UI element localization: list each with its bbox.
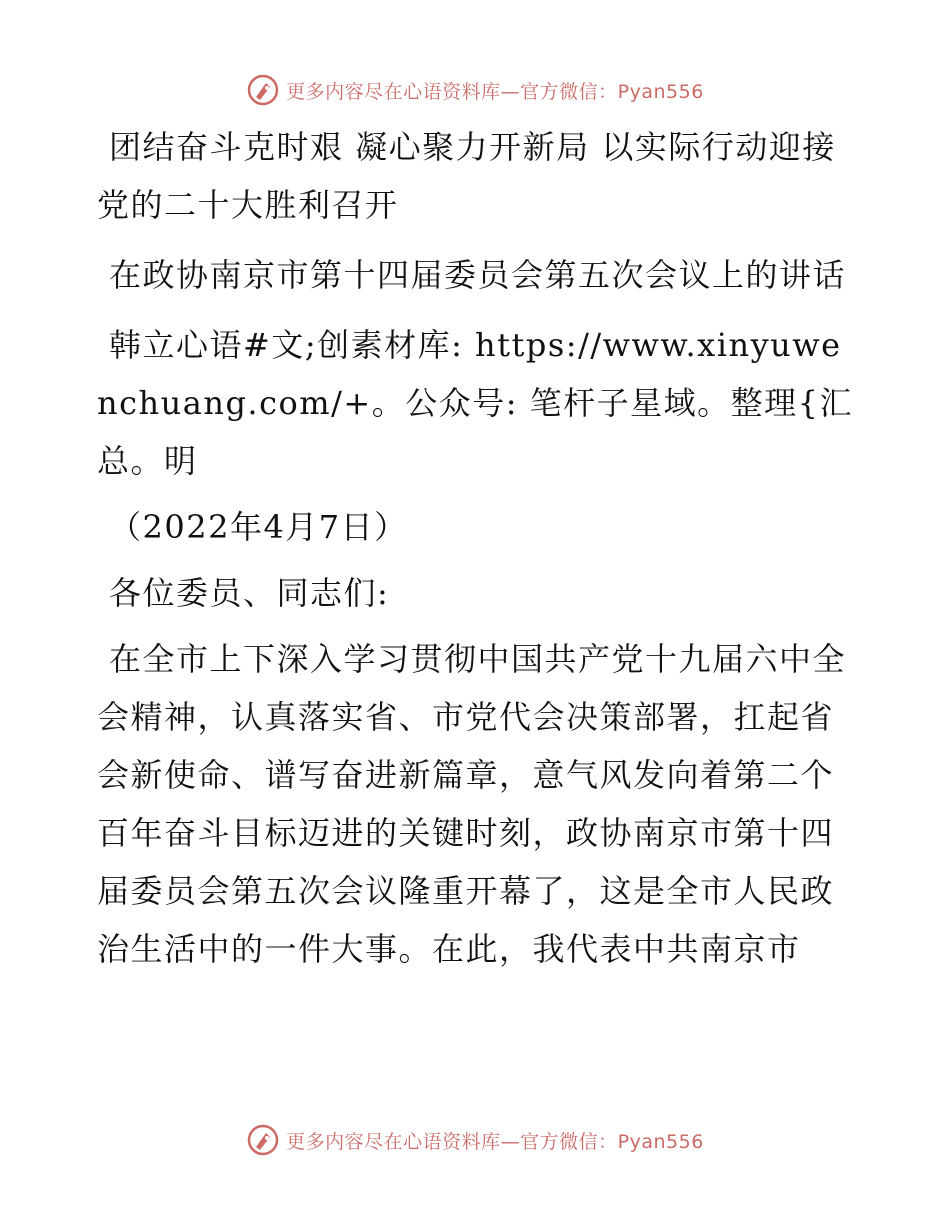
document-title: 团结奋斗克时艰 凝心聚力开新局 以实际行动迎接党的二十大胜利召开 [97, 128, 836, 224]
speech-date: （2022年4月7日） [109, 508, 408, 546]
header-watermark-banner [0, 70, 950, 110]
body-paragraph: 在全市上下深入学习贯彻中国共产党十九届六中全会精神，认真落实省、市党代会决策部署，扛起省会新使命、谱写奋进新篇章，意气风发向着第二个百年奋斗目标迈进的关键时刻，政协南京市第十四届委员会第五次会议隆重开幕了，这是全市人民政治生活中的一件大事。在此，我代表中共南京市 [97, 640, 847, 968]
document-body [97, 118, 857, 978]
pen-nib-circle-logo-icon [246, 1123, 280, 1157]
pen-nib-circle-logo-icon [246, 73, 280, 107]
banner-text: 更多内容尽在心语资料库—官方微信：Pyan556 [286, 80, 704, 103]
source-line: 韩立心语#文;创素材库: https://www.xinyuwenchuang.com/+。公众号: 笔杆子星域。整理{汇总。明 [97, 326, 854, 480]
banner-text: 更多内容尽在心语资料库—官方微信：Pyan556 [286, 1130, 704, 1153]
document-subtitle: 在政协南京市第十四届委员会第五次会议上的讲话 [109, 256, 847, 294]
footer-watermark-banner [0, 1120, 950, 1160]
salutation: 各位委员、同志们: [109, 574, 390, 612]
